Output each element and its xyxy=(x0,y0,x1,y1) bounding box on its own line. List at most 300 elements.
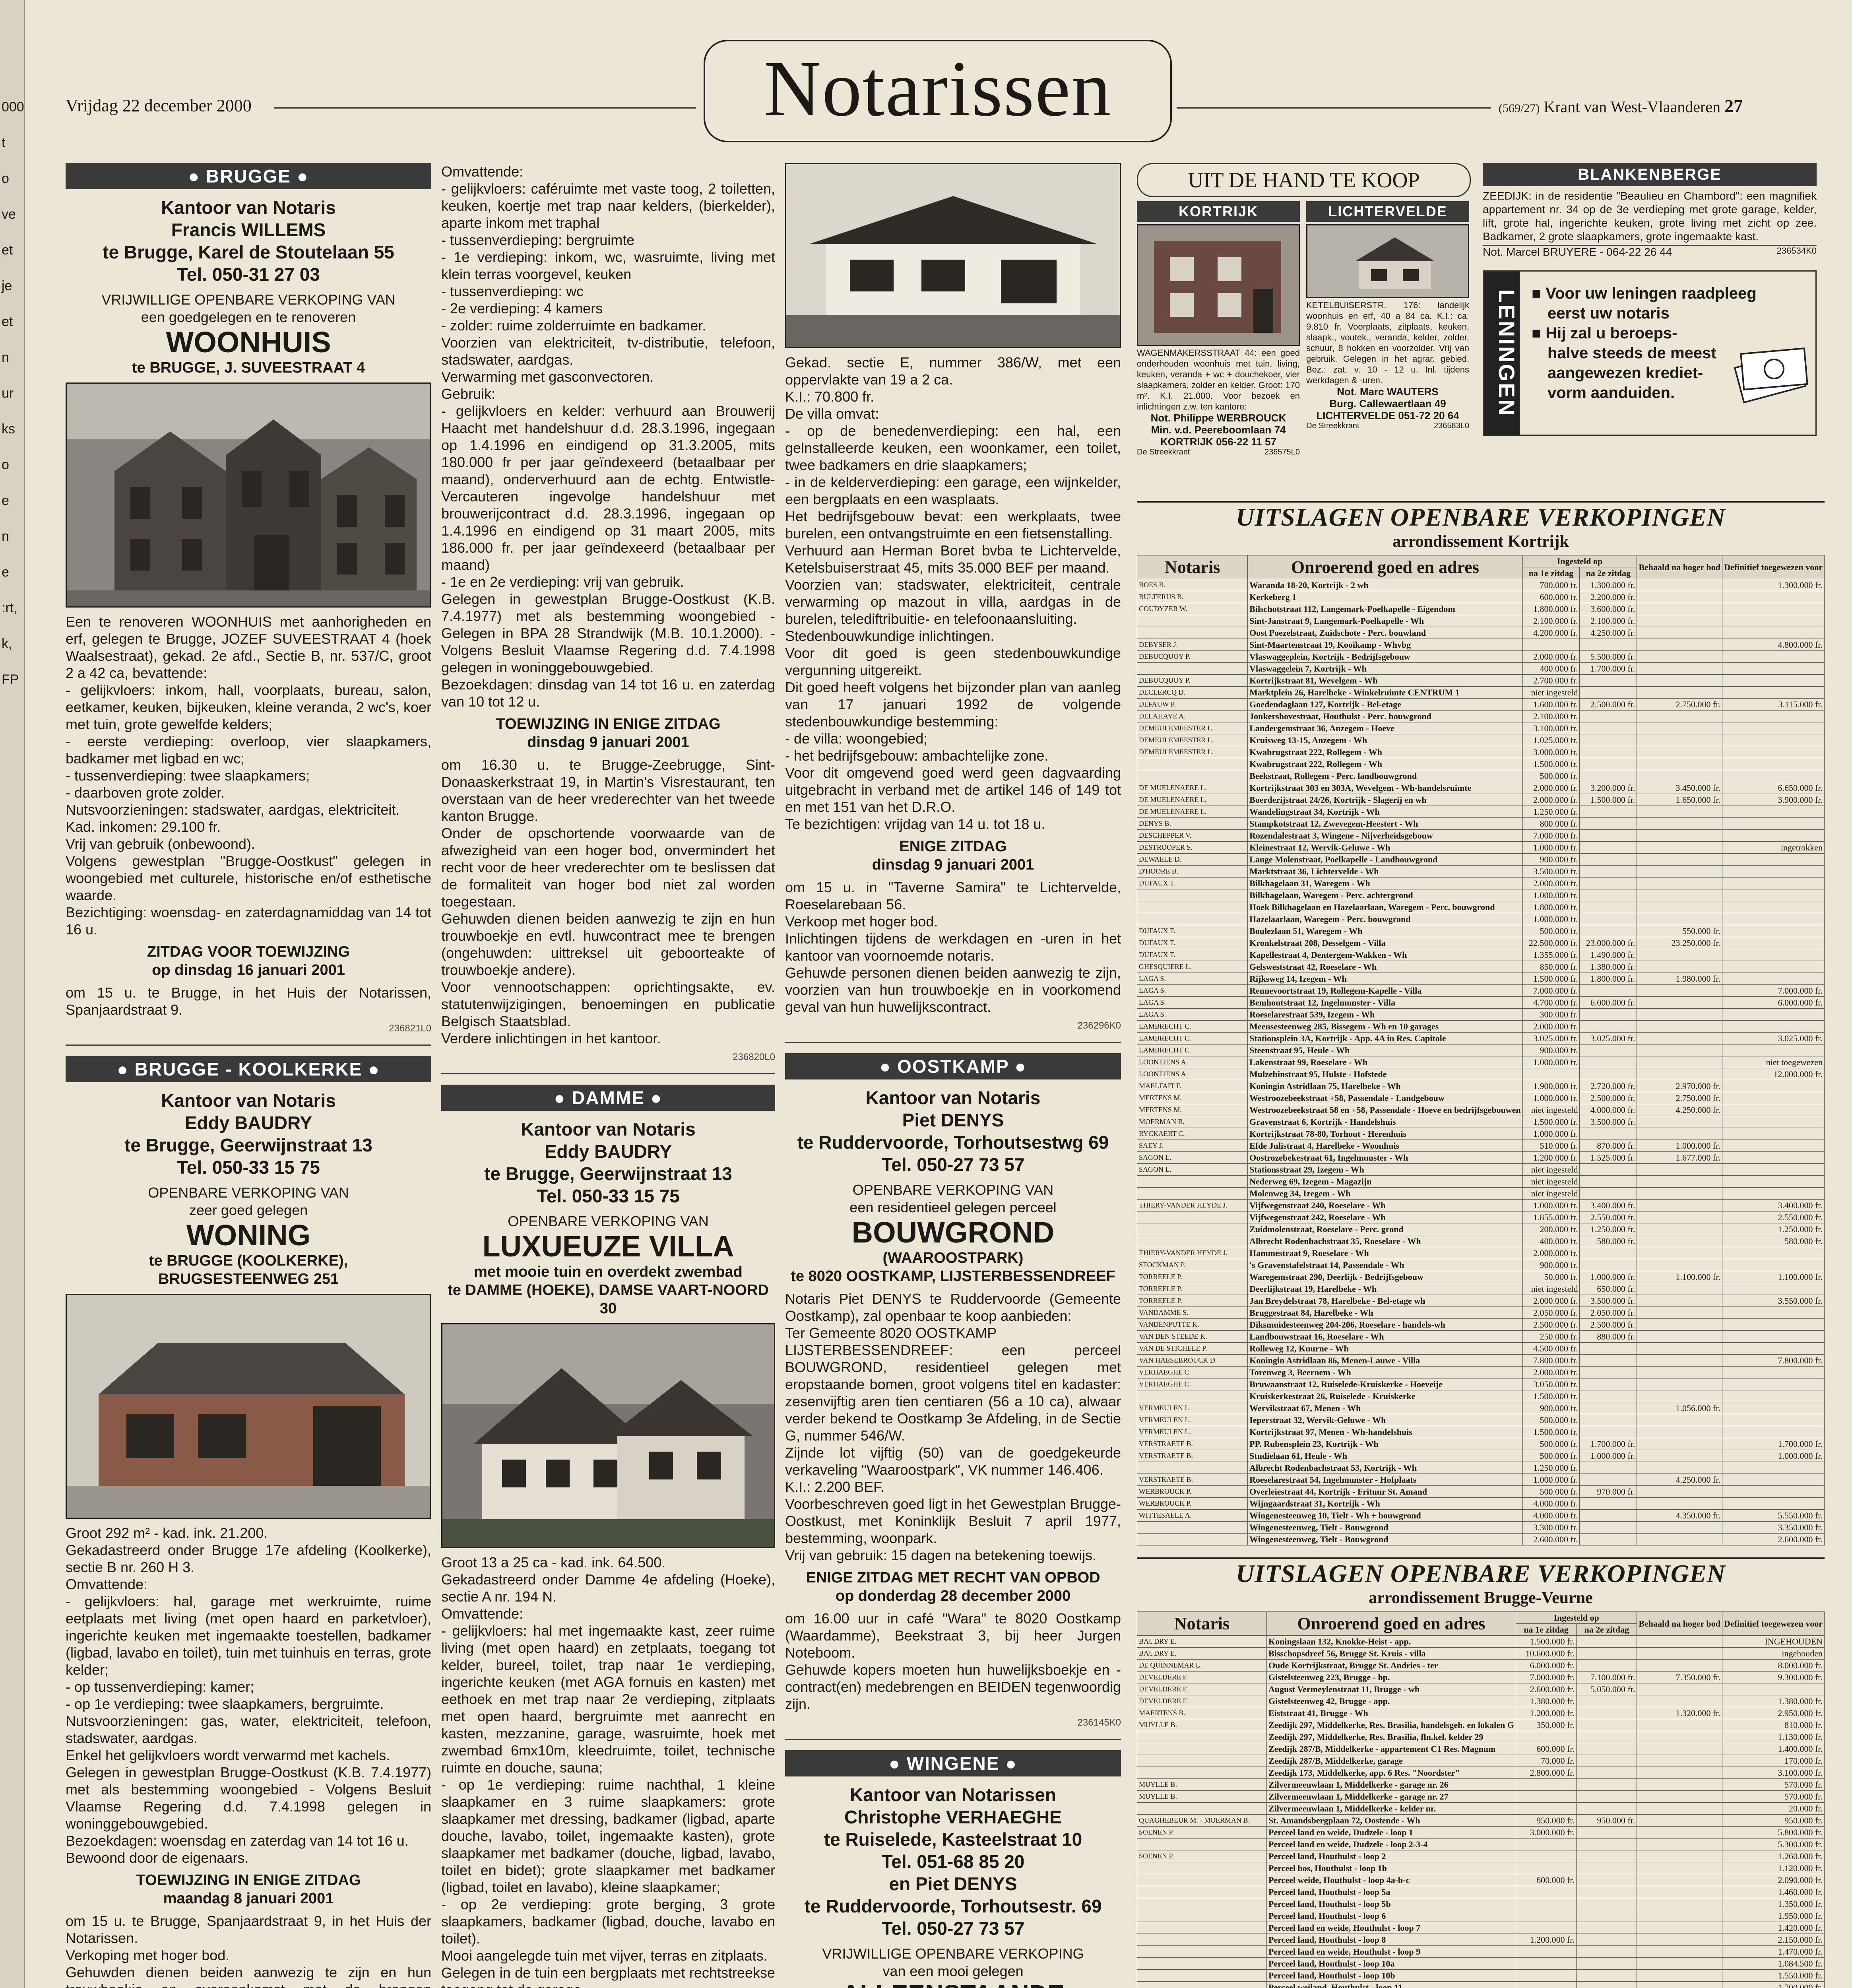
table-cell: Perceel weide, Houthulst - loop 4a-b-c xyxy=(1267,1874,1516,1886)
table-cell xyxy=(1637,997,1722,1009)
table-cell xyxy=(1577,1779,1637,1791)
table-cell: Waranda 18-20, Kortrijk - 2 wh xyxy=(1248,579,1522,591)
table-cell: DUFAUX T. xyxy=(1137,937,1248,949)
notary-office: Kantoor van Notarissen Christophe VERHAEGHE te Ruiselede, Kasteelstraat 10 Tel. 051-68 85 20 en Piet DENYS te Ruddervoorde, Torhoutsestr. 69 Tel. 050-27 73 57 xyxy=(785,1784,1121,1939)
table-cell xyxy=(1637,878,1722,889)
table-cell xyxy=(1637,603,1722,615)
table-row xyxy=(1137,1910,1825,1922)
table-cell: TORREELE P. xyxy=(1137,1271,1248,1283)
strip-fragment: ve xyxy=(2,207,16,222)
table-cell: Zilvermeeuwlaan 1, Middelkerke - garage nr. 26 xyxy=(1267,1779,1516,1791)
table-cell: SOENEN P. xyxy=(1137,1827,1267,1839)
table-cell: MOERMAN B. xyxy=(1137,1116,1248,1128)
money-icon xyxy=(1730,327,1810,407)
col-goed: Onroerend goed en adres xyxy=(1248,555,1522,579)
auction-details: om 15 u. in "Taverne Samira" te Lichtervelde, Roeselarebaan 56. Verkoop met hoger bod. Inlichtingen tijdens de werkdagen en -uren in het kantoor van voornoemde notaris. Gehuwde personen dienen beiden aanwezig te zijn, voorzien van hun trouwboekje en in voorkomend geval van hun huwelijkscontract. xyxy=(785,879,1121,1015)
table-cell xyxy=(1637,1367,1722,1378)
table-cell xyxy=(1637,758,1722,770)
table-cell: 5.500.000 fr. xyxy=(1580,651,1637,663)
table-cell: DE MUELENAERE L. xyxy=(1137,794,1248,806)
table-cell xyxy=(1580,842,1637,854)
table-row xyxy=(1137,1982,1825,1988)
table-cell: Albrecht Rodenbachstraat 35, Roeselare - Wh xyxy=(1248,1235,1522,1247)
table-row xyxy=(1137,1235,1825,1247)
table-cell: 350.000 fr. xyxy=(1516,1719,1576,1731)
table-cell xyxy=(1516,1946,1576,1958)
table-cell xyxy=(1580,901,1637,913)
table-cell: DEBYSER J. xyxy=(1137,639,1248,651)
table-cell xyxy=(1722,1009,1824,1021)
table-cell: DEMEULEMEESTER L. xyxy=(1137,722,1248,734)
table-cell xyxy=(1577,1934,1637,1946)
table-cell xyxy=(1580,1164,1637,1176)
table-cell xyxy=(1137,1743,1267,1755)
results-kortrijk xyxy=(1137,501,1825,1988)
table-cell: 2.500.000 fr. xyxy=(1522,1319,1580,1331)
table-cell xyxy=(1722,651,1824,663)
leningen-promo xyxy=(1483,270,1817,436)
table-row xyxy=(1137,1510,1825,1522)
table-cell: BULTERIJS B. xyxy=(1137,591,1248,603)
table-cell: LAMBRECHT C. xyxy=(1137,1033,1248,1044)
table-cell xyxy=(1722,1683,1824,1695)
table-cell: 880.000 fr. xyxy=(1580,1331,1637,1343)
table-cell: 1.056.000 fr. xyxy=(1637,1402,1722,1414)
table-cell xyxy=(1137,1839,1267,1850)
table-cell: 1.800.000 fr. xyxy=(1522,603,1580,615)
table-cell xyxy=(1137,1223,1248,1235)
table-row xyxy=(1137,1116,1825,1128)
notary-office: Kantoor van Notaris Eddy BAUDRY te Brugge, Geerwijnstraat 13 Tel. 050-33 15 75 xyxy=(441,1118,775,1207)
table-cell xyxy=(1637,1056,1722,1068)
table-cell xyxy=(1522,1068,1580,1080)
table-row xyxy=(1137,1271,1825,1283)
table-cell xyxy=(1516,1803,1576,1815)
table-cell xyxy=(1722,1164,1824,1176)
table-cell: 1.000.000 fr. xyxy=(1522,1474,1580,1486)
table-cell: Vijfwegenstraat 240, Roeselare - Wh xyxy=(1248,1200,1522,1211)
table-cell: 250.000 fr. xyxy=(1522,1331,1580,1343)
table-cell: DEFAUW P. xyxy=(1137,699,1248,711)
table-cell: 900.000 fr. xyxy=(1522,1259,1580,1271)
strip-fragment: et xyxy=(2,243,13,258)
table-row xyxy=(1137,1522,1825,1534)
table-cell xyxy=(1637,1534,1722,1545)
table-row xyxy=(1137,1283,1825,1295)
table-cell: Perceel land, Houthulst - loop 10b xyxy=(1267,1970,1516,1982)
table-cell: 1.350.000 fr. xyxy=(1722,1898,1824,1910)
table-cell: Oost Poezelstraat, Zuidschote - Perc. bouwland xyxy=(1248,627,1522,639)
table-row xyxy=(1137,1402,1825,1414)
table-row xyxy=(1137,1390,1825,1402)
table-cell: 4.000.000 fr. xyxy=(1522,1498,1580,1510)
table-cell: Gistelsteenweg 223, Brugge - bp. xyxy=(1267,1672,1516,1683)
table-cell: SAEY J. xyxy=(1137,1140,1248,1152)
table-cell: 4.200.000 fr. xyxy=(1522,627,1580,639)
table-row xyxy=(1137,889,1825,901)
table-cell xyxy=(1577,1862,1637,1874)
table-cell: Hazelaarlaan, Waregem - Perc. bouwgrond xyxy=(1248,913,1522,925)
table-cell xyxy=(1637,663,1722,675)
strip-fragment: 000 xyxy=(2,99,24,115)
ad-reference: 236534K0 xyxy=(1777,246,1817,258)
table-cell xyxy=(1580,1355,1637,1367)
section-header: BLANKENBERGE xyxy=(1483,163,1817,186)
table-cell xyxy=(1637,901,1722,913)
table-cell xyxy=(1637,866,1722,878)
table-cell xyxy=(1637,711,1722,722)
table-cell xyxy=(1580,925,1637,937)
table-cell: 1.460.000 fr. xyxy=(1722,1886,1824,1898)
table-row xyxy=(1137,1068,1825,1080)
table-cell: niet ingesteld xyxy=(1522,1104,1580,1116)
table-cell xyxy=(1637,1033,1722,1044)
table-cell: COUDYZER W. xyxy=(1137,603,1248,615)
table-cell: Landbouwstraat 16, Roeselare - Wh xyxy=(1248,1331,1522,1343)
table-cell xyxy=(1516,1970,1576,1982)
promo-side-banner xyxy=(1484,272,1520,435)
table-cell xyxy=(1637,1378,1722,1390)
table-cell: 3.450.000 fr. xyxy=(1637,782,1722,794)
table-cell xyxy=(1722,663,1824,675)
table-row xyxy=(1137,1021,1825,1033)
table-cell: 2.500.000 fr. xyxy=(1580,1319,1637,1331)
table-row xyxy=(1137,734,1825,746)
ad-brugge xyxy=(66,163,431,1034)
table-cell: LAMBRECHT C. xyxy=(1137,1021,1248,1033)
table-cell: 5.800.000 fr. xyxy=(1722,1827,1824,1839)
table-row xyxy=(1137,1660,1825,1672)
table-cell: 1.000.000 fr. xyxy=(1522,1200,1580,1211)
table-cell: LOONTJENS A. xyxy=(1137,1056,1248,1068)
table-row xyxy=(1137,675,1825,687)
table-row xyxy=(1137,1486,1825,1498)
table-row xyxy=(1137,1827,1825,1839)
table-cell: Hoek Bilkhagelaan en Hazelaarlaan, Waregem - Perc. bouwgrond xyxy=(1248,901,1522,913)
table-row xyxy=(1137,746,1825,758)
table-cell xyxy=(1722,1188,1824,1200)
table-cell xyxy=(1722,722,1824,734)
col-notaris: Notaris xyxy=(1137,555,1248,579)
section-header: ● OOSTKAMP ● xyxy=(785,1053,1121,1079)
table-row xyxy=(1137,603,1825,615)
table-cell xyxy=(1577,1803,1637,1815)
table-cell: 2.550.000 fr. xyxy=(1722,1211,1824,1223)
table-cell: 3.400.000 fr. xyxy=(1722,1200,1824,1211)
table-row xyxy=(1137,1378,1825,1390)
strip-fragment: t xyxy=(2,135,5,151)
table-cell xyxy=(1722,937,1824,949)
table-cell xyxy=(1137,1898,1267,1910)
table-cell: Gravenstraat 6, Kortrijk - Handelshuis xyxy=(1248,1116,1522,1128)
table-cell xyxy=(1637,734,1722,746)
strip-fragment: je xyxy=(2,278,12,294)
table-cell: 1.550.000 fr. xyxy=(1722,1970,1824,1982)
table-cell xyxy=(1722,1307,1824,1319)
table-cell xyxy=(1137,770,1248,782)
table-cell xyxy=(1637,1176,1722,1188)
table-cell: 2.050.000 fr. xyxy=(1522,1307,1580,1319)
col-behaald: Behaald na hoger bod xyxy=(1637,1612,1722,1636)
listing-text: ZEEDIJK: in de residentie "Beaulieu en Chambord": een magnifiek appartement nr. 34 op de 3e verdieping met grote garage, kelder, lift, grote hal, ingerichte keuken, grote living met zicht op zee. Badkamer, 2 grote slaapkamers, grote ingemaakte kast. xyxy=(1483,189,1817,243)
table-cell: 950.000 fr. xyxy=(1722,1815,1824,1827)
table-cell: Kwabrugstraat 222, Rollegem - Wh xyxy=(1248,746,1522,758)
strip-fragment: :rt, xyxy=(2,600,17,616)
table-cell xyxy=(1722,1152,1824,1164)
table-cell: VERMEULEN L. xyxy=(1137,1414,1248,1426)
table-cell xyxy=(1722,1319,1824,1331)
table-cell: 1.470.000 fr. xyxy=(1722,1946,1824,1958)
table-cell: Kwabrugstraat 222, Rollegem - Wh xyxy=(1248,758,1522,770)
table-cell: 600.000 fr. xyxy=(1516,1743,1576,1755)
table-cell xyxy=(1580,711,1637,722)
table-cell xyxy=(1637,579,1722,591)
table-cell xyxy=(1137,627,1248,639)
table-cell xyxy=(1722,1474,1824,1486)
table-cell xyxy=(1580,1056,1637,1068)
divider xyxy=(785,1739,1121,1740)
table-row xyxy=(1137,1450,1825,1462)
table-cell: 1.000.000 fr. xyxy=(1522,913,1580,925)
table-cell: 3.050.000 fr. xyxy=(1522,1378,1580,1390)
table-cell xyxy=(1137,1982,1267,1988)
table-cell xyxy=(1137,1211,1248,1223)
table-cell xyxy=(1137,1934,1267,1946)
table-cell: 9.300.000 fr. xyxy=(1722,1672,1824,1683)
table-cell: Rozendalestraat 3, Wingene - Nijverheidsgebouw xyxy=(1248,830,1522,842)
table-row xyxy=(1137,627,1825,639)
table-cell xyxy=(1516,1898,1576,1910)
table-cell: Kapellestraat 4, Dentergem-Wakken - Wh xyxy=(1248,949,1522,961)
table-cell: 1.500.000 fr. xyxy=(1522,973,1580,985)
strip-fragment: n xyxy=(2,350,9,365)
table-cell: 4.800.000 fr. xyxy=(1722,639,1824,651)
table-cell: Perceel land, Houthulst - loop 2 xyxy=(1267,1850,1516,1862)
table-cell: DUFAUX T. xyxy=(1137,925,1248,937)
table-cell xyxy=(1516,1731,1576,1743)
table-cell xyxy=(1137,1910,1267,1922)
table-cell: 2.050.000 fr. xyxy=(1580,1307,1637,1319)
table-cell: 2.800.000 fr. xyxy=(1516,1767,1576,1779)
table-cell: Vijfwegenstraat 242, Roeselare - Wh xyxy=(1248,1211,1522,1223)
table-cell xyxy=(1580,1510,1637,1522)
table-cell xyxy=(1580,1021,1637,1033)
table-cell xyxy=(1637,1068,1722,1080)
table-cell xyxy=(1637,1450,1722,1462)
table-cell xyxy=(1637,854,1722,866)
col-goed: Onroerend goed en adres xyxy=(1267,1612,1516,1636)
table-cell xyxy=(1577,1982,1637,1988)
table-cell: 1.980.000 fr. xyxy=(1637,973,1722,985)
table-cell: 1.650.000 fr. xyxy=(1637,794,1722,806)
table-cell xyxy=(1577,1886,1637,1898)
table-cell xyxy=(1580,1367,1637,1378)
table-cell xyxy=(1577,1743,1637,1755)
table-cell: DEVELDERE F. xyxy=(1137,1683,1267,1695)
table-cell: Rijksweg 14, Izegem - Wh xyxy=(1248,973,1522,985)
table-cell: Bruggestraat 84, Harelbeke - Wh xyxy=(1248,1307,1522,1319)
table-row xyxy=(1137,1259,1825,1271)
table-cell: 500.000 fr. xyxy=(1522,925,1580,937)
table-cell: Marktplein 26, Harelbeke - Winkelruimte CENTRUM 1 xyxy=(1248,687,1522,699)
table-cell: 2.100.000 fr. xyxy=(1522,615,1580,627)
table-row xyxy=(1137,1534,1825,1545)
results-table-brugge xyxy=(1137,1611,1825,1988)
table-cell: Jonkershovestraat, Houthulst - Perc. bouwgrond xyxy=(1248,711,1522,722)
uit-de-hand-box xyxy=(1137,163,1471,457)
table-cell: 570.000 fr. xyxy=(1722,1779,1824,1791)
table-row xyxy=(1137,866,1825,878)
table-row xyxy=(1137,854,1825,866)
table-cell: DE MUELENAERE L. xyxy=(1137,782,1248,794)
table-cell xyxy=(1137,1803,1267,1815)
table-cell xyxy=(1722,615,1824,627)
table-cell: 2.720.000 fr. xyxy=(1580,1080,1637,1092)
adjacent-page-strip xyxy=(0,0,25,1988)
table-cell: Vlaswaggelein 7, Kortrijk - Wh xyxy=(1248,663,1522,675)
table-cell xyxy=(1722,1044,1824,1056)
table-cell: 1.300.000 fr. xyxy=(1580,579,1637,591)
table-cell: 1.250.000 fr. xyxy=(1580,1223,1637,1235)
col-zitdag-1: na 1e zitdag xyxy=(1522,567,1580,579)
table-cell: 800.000 fr. xyxy=(1522,818,1580,830)
table-cell: Waregemstraat 290, Deerlijk - Bedrijfsgebouw xyxy=(1248,1271,1522,1283)
table-row xyxy=(1137,794,1825,806)
table-cell: 8.000.000 fr. xyxy=(1722,1660,1824,1672)
table-cell xyxy=(1577,1719,1637,1731)
table-cell xyxy=(1637,1116,1722,1128)
table-cell: Wingenesteenweg, Tielt - Bouwgrond xyxy=(1248,1522,1522,1534)
table-cell: 2.000.000 fr. xyxy=(1522,1021,1580,1033)
table-cell xyxy=(1637,1779,1722,1791)
table-cell: 1.380.000 fr. xyxy=(1722,1695,1824,1707)
table-cell xyxy=(1637,1731,1722,1743)
table-cell xyxy=(1722,830,1824,842)
auction-date: ENIGE ZITDAG dinsdag 9 januari 2001 xyxy=(785,837,1121,874)
table-cell: 3.000.000 fr. xyxy=(1516,1827,1576,1839)
table-cell: Bilkhagelaan, Waregem - Perc. achtergrond xyxy=(1248,889,1522,901)
table-cell xyxy=(1577,1707,1637,1719)
table-cell xyxy=(1637,1922,1722,1934)
table-cell xyxy=(1637,1522,1722,1534)
table-cell: 1.677.000 fr. xyxy=(1637,1152,1722,1164)
table-cell: 1.200.000 fr. xyxy=(1516,1934,1576,1946)
table-cell: 3.025.000 fr. xyxy=(1722,1033,1824,1044)
table-cell: TORREELE P. xyxy=(1137,1295,1248,1307)
table-cell xyxy=(1722,818,1824,830)
table-cell xyxy=(1577,1922,1637,1934)
table-cell xyxy=(1580,734,1637,746)
table-cell xyxy=(1637,1200,1722,1211)
table-row xyxy=(1137,663,1825,675)
table-cell: Koningin Astridlaan 75, Harelbeke - Wh xyxy=(1248,1080,1522,1092)
ad-reference: 236820L0 xyxy=(441,1052,775,1063)
listing-text: KETELBUISERSTR. 176: landelijk woonhuis en erf, 40 a 84 ca. K.I.: ca. 9.810 fr. Voorplaats, zitplaats, keuken, slaapk., voutek., veranda, kelder, zolder, schuur, 8 hokken en voorzolder. Vrij van gebruik. Gelegen in het agrar. gebied. Bez.: zat. v. 10 - 12 u. Inl. tijdens werkdagen & -uren. xyxy=(1306,300,1469,386)
promo-text: ■ Voor uw leningen raadpleeg eerst uw notaris ■ Hij zal u beroeps- halve steeds de meest aangewezen krediet- vorm aanduiden. xyxy=(1532,283,1757,403)
table-cell xyxy=(1637,1862,1722,1874)
table-cell: 3.400.000 fr. xyxy=(1580,1200,1637,1211)
table-cell: 1.700.000 fr. xyxy=(1580,1438,1637,1450)
villa-photo xyxy=(441,1323,775,1548)
table-cell: 2.600.000 fr. xyxy=(1516,1683,1576,1695)
auction-details: om 15 u. te Brugge, Spanjaardstraat 9, in het Huis der Notarissen. Verkoping met hoger bod. Gehuwden dienen beiden aanwezig te zijn en hun xyxy=(66,1912,431,1988)
table-cell xyxy=(1722,1378,1824,1390)
table-cell xyxy=(1137,615,1248,627)
table-cell: ingehouden xyxy=(1722,1648,1824,1660)
table-cell xyxy=(1637,1803,1722,1815)
paper-label: De Streekkrant xyxy=(1306,421,1359,431)
auction-date: TOEWIJZING IN ENIGE ZITDAG maandag 8 januari 2001 xyxy=(66,1871,431,1908)
table-cell xyxy=(1580,1378,1637,1390)
table-cell xyxy=(1522,639,1580,651)
table-cell: 2.600.000 fr. xyxy=(1722,1534,1824,1545)
table-cell xyxy=(1637,1958,1722,1970)
listing-lichtervelde xyxy=(1306,201,1469,457)
table-row xyxy=(1137,1188,1825,1200)
table-cell: 1.250.000 fr. xyxy=(1722,1223,1824,1235)
table-cell: VERMEULEN L. xyxy=(1137,1426,1248,1438)
table-row xyxy=(1137,615,1825,627)
table-cell: 1.100.000 fr. xyxy=(1722,1271,1824,1283)
table-cell: 850.000 fr. xyxy=(1522,961,1580,973)
table-cell xyxy=(1580,746,1637,758)
table-cell: 's Gravenstafelstraat 14, Passendale - Wh xyxy=(1248,1259,1522,1271)
table-cell: Lakenstraat 99, Roeselare - Wh xyxy=(1248,1056,1522,1068)
table-cell: 7.350.000 fr. xyxy=(1637,1672,1722,1683)
table-cell: 5.550.000 fr. xyxy=(1722,1510,1824,1522)
table-cell: Wervikstraat 67, Menen - Wh xyxy=(1248,1402,1522,1414)
divider xyxy=(441,1073,775,1074)
table-cell: 1.000.000 fr. xyxy=(1522,842,1580,854)
table-cell xyxy=(1580,1402,1637,1414)
table-cell: 2.000.000 fr. xyxy=(1522,1367,1580,1378)
table-cell: Landergemstraat 36, Anzegem - Hoeve xyxy=(1248,722,1522,734)
table-cell: 7.000.000 fr. xyxy=(1522,830,1580,842)
table-cell: 1.500.000 fr. xyxy=(1522,1390,1580,1402)
ad-damme xyxy=(441,1085,775,1988)
table-row xyxy=(1137,1033,1825,1044)
property-address: te BRUGGE, J. SUVEESTRAAT 4 xyxy=(66,359,431,377)
table-cell xyxy=(1137,1958,1267,1970)
table-cell: STOCKMAN P. xyxy=(1137,1259,1248,1271)
table-cell xyxy=(1722,591,1824,603)
table-row xyxy=(1137,1128,1825,1140)
table-cell: 7.000.000 fr. xyxy=(1522,985,1580,997)
table-cell: Kortrijkstraat 78-80, Torhout - Herenhuis xyxy=(1248,1128,1522,1140)
table-cell xyxy=(1722,675,1824,687)
property-description: Een te renoveren WOONHUIS met aanhorigheden en erf, gelegen te Brugge, JOZEF SUVEESTRAAT 4 (hoek Waalsestraat), gekad. 2e afd., Sectie B, nr. 537/C, groot 2 a 42 ca, bevattende: - gelijkvloers: inkom, hall, voorplaats, bureau, salon, eetkamer, keuken, bijkeuken, kleine veranda, 2 wc's, koer met tuin, grote gewelfde kelders; - eerste verdieping: overloop, vier slaapkamers, badkamer met ligbad en wc; - tussenverdieping: twee slaapkamers; - daarboven grote zolder. Nutsvoorzieningen: stadswater, aardgas, elektriciteit. Kad. inkomen: 29.100 fr. Vrij van gebruik (onbewoond). Volgens gewestplan "Brugge-Oostkust" gelegen in woongebied met culturele, historische en/of esthetische waarde. Bezichtiging: woensdag- en zaterdagnamiddag van 14 tot 16 u. xyxy=(66,613,431,938)
table-cell: 2.000.000 fr. xyxy=(1522,794,1580,806)
table-cell xyxy=(1580,1044,1637,1056)
table-cell: 580.000 fr. xyxy=(1722,1235,1824,1247)
table-cell: Goedendaglaan 127, Kortrijk - Bel-etage xyxy=(1248,699,1522,711)
table-cell: 1.700.000 fr. xyxy=(1580,663,1637,675)
table-cell: 300.000 fr. xyxy=(1522,1009,1580,1021)
table-row xyxy=(1137,1152,1825,1164)
table-row xyxy=(1137,1767,1825,1779)
sale-intro: OPENBARE VERKOPING VAN een residentieel gelegen perceel xyxy=(785,1181,1121,1216)
table-cell: D'HOORE B. xyxy=(1137,866,1248,878)
table-cell: 1.000.000 fr. xyxy=(1580,1450,1637,1462)
table-cell xyxy=(1722,1259,1824,1271)
table-row xyxy=(1137,1862,1825,1874)
house-photo xyxy=(1306,224,1469,298)
column-1 xyxy=(66,163,431,1988)
section-header: ● BRUGGE - KOOLKERKE ● xyxy=(66,1056,431,1082)
table-cell xyxy=(1577,1791,1637,1803)
table-cell: 7.800.000 fr. xyxy=(1522,1355,1580,1367)
table-cell xyxy=(1722,1140,1824,1152)
